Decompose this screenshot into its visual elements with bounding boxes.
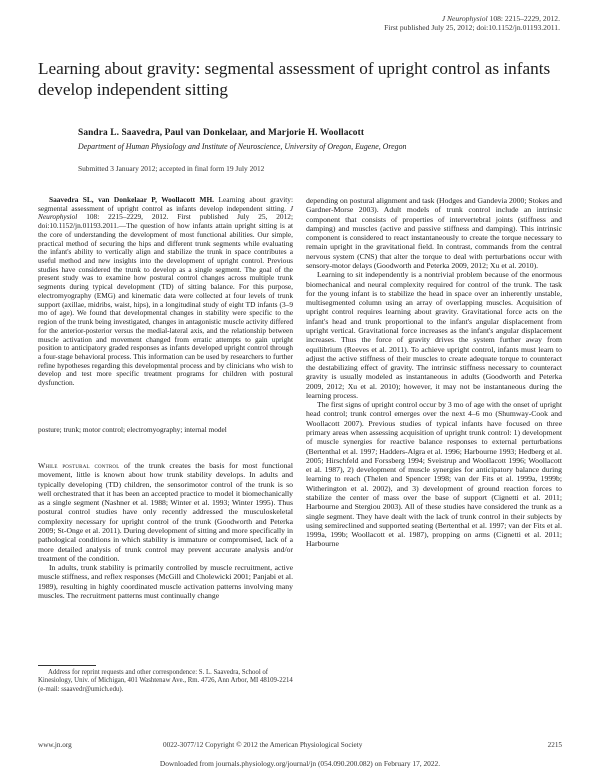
correspondence-note: Address for reprint requests and other correspondence: S. L. Saavedra, School of Kinesiology, Univ. of Michigan, 401 Washtenaw Ave., Rm. 4726, Ann Arbor, MI 48109-2214 (e-mail: ssaavedr@umich.edu). [38,669,293,693]
abstract-body: 108: 2215–2229, 2012. First published July 25, 2012; doi:10.1152/jn.01193.2011.—The question of how infants attain upright sitting is at the core of understanding the development of most functional abilities. Our simple, practical method of securing the hips and different trunk segments while evaluating the infant's ability to vertically align and stabilize the trunk in space contributes a useful method and new insights into the development of upright control. Previous studies have considered the trunk to develop as a single segment. The goal of the present study was to examine how postural control changes across multiple trunk segments during typical development (TD) of sitting balance. For this purpose, electromyography (EMG) and kinematic data were collected at four levels of trunk support (axillae, midribs, waist, hips), in a longitudinal study of eight TD infants (3–9 mo of age). We found that developmental changes in stability were specific to the region of the trunk being investigated, changes in antagonistic muscle activity differed for the anterior-posterior versus the medial-lateral axis, and the relationship between muscle activation and movement changed from erratic attempts to gain upright position to anticipatory graded responses as infants developed upright control through a four-stage behavioral process. This information can be used by researchers to further refine hypotheses regarding this developmental process and by clinicians who wish to develop and test more specific treatment programs for children with postural dysfunction. [38,212,293,388]
citation: 108: 2215–2229, 2012. [489,14,560,23]
abstract-lead: Saavedra SL, van Donkelaar P, Woollacott MH. [49,195,215,204]
keywords: posture; trunk; motor control; electromyography; internal model [38,425,227,434]
journal-name: J Neurophysiol [441,14,488,23]
right-paragraph-3: The first signs of upright control occur by 3 mo of age with the onset of upright head control; trunk control emerges over the next 4–6 mo (Shumway-Cook and Woollacott 2007). Previous studies of typical infants have focused on three primary areas when assessing acquisition of upright trunk control: 1) development of muscle synergies for reactive balance responses to external perturbations (Bertenthal et al. 1997; Hadders-Algra et al. 1996; Harbourne 1993; Hedberg et al. 2005; Hirschfeld and Forssberg 1994; Sveistrup and Woollacott 1996; Woollacott et al. 1987), 2) development of muscle synergies for anticipatory balance during learning to reach (Thelen and Spencer 1998; van der Fits et al. 1999a, 1999b; Witherington et al. 2002), and 3) development of ground reaction forces to stabilize the center of mass over the base of support (Cignetti et al. 2011; Harbourne and Stergiou 2003). All of these studies have considered the trunk as a single segment. They have dealt with the lack of trunk control in their subjects by using semireclined and supported seating (Bertenthal et al. 1997; van der Fits et al. 1999a, 199b; Woollacott et al. 1987), propping on arms (Cignetti et al. 2011; Harbourne [306,400,562,549]
intro-paragraph-1: of the trunk creates the basis for most functional movement, little is known about how trunk stability develops. In adults and typically developing (TD) children, the sensorimotor control of the trunk is so well orchestrated that it has been an accepted practice to model it biomechanically as a single segment (Nashner et al. 1988; Winter et al. 1993; Winter 1995). Thus postural control studies have only recently addressed the musculoskeletal complexity necessary for upright control of the trunk (Goodworth and Peterka 2009; St-Onge et al. 2011). During development of sitting and more specifically in pathological conditions in which stability is immature or compromised, lack of a more detailed analysis of trunk control may prevent accurate analysis and/or treatment of the condition. [38,461,293,563]
submission-dates: Submitted 3 January 2012; accepted in final form 19 July 2012 [78,164,265,173]
introduction-right [306,196,562,549]
page-number: 2215 [547,741,562,749]
right-paragraph-1: depending on postural alignment and task (Hodges and Gandevia 2000; Stokes and Gardner-Morse 2003). Adult models of trunk control include an intrinsic component that consists of properties of intervertebral joints (stiffness and damping) and muscles (active and passive stiffness and damping). This intrinsic component is considered to react instantaneously to create the torque necessary to remain upright in the gravitational field. In contrast, commands from the central nervous system (CNS) that alter the torque to deal with perturbations occur with sensory-motor delays (Goodworth and Peterka 2009, 2012; Xu et al. 2010). [306,196,562,270]
abstract-journal: J Neurophysiol [38,203,293,222]
authors: Sandra L. Saavedra, Paul van Donkelaar, and Marjorie H. Woollacott [78,128,365,138]
introduction-left [38,461,293,600]
download-notice: Downloaded from journals.physiology.org/journal/jn (054.090.200.082) on February 17, 2022. [159,759,441,768]
intro-paragraph-2: In adults, trunk stability is primarily controlled by muscle recruitment, active muscle stiffness, and reflex responses (McGill and Cholewicki 2001; Panjabi et al. 1989), resulting in highly coordinated muscle activation patterns involving many muscles. The recruitment patterns must continually change [38,563,293,600]
article-title: Learning about gravity: segmental assessment of upright control as infants develop independent sitting [38,59,551,99]
affiliation: Department of Human Physiology and Institute of Neuroscience, University of Oregon, Eugene, Oregon [78,142,407,151]
footnote [38,669,293,694]
journal-url[interactable]: www.jn.org [38,741,72,749]
intro-lead: While postural control [38,461,120,470]
right-paragraph-2: Learning to sit independently is a nontrivial problem because of the enormous biomechanical and neural complexity required for control of the trunk. The task for the young infant is to stabilize the head in space over an inherently unstable, multisegmented column using an array of overlapping muscles. Acquisition of upright control requires learning about gravity. Gravitational force acts on the infant's head and trunk proportional to the infant's angular displacement from upright vertical. Gravitational force increases as the infant's angular displacement increases. Thus the force of gravity drives the system further away from equilibrium (Reeves et al. 2011). To achieve upright control, infants must learn to adjust the active stiffness of their muscles to create adequate torque to counteract the destabilizing effect of gravity. The intrinsic stiffness necessary to counteract gravity is usually modeled as instantaneous in adults (Goodworth and Peterka 2009, 2012; Xu et al. 2010); however, it may not be instantaneous during the learning process. [306,270,562,400]
running-header [384,14,560,32]
footnote-rule [38,665,96,666]
abstract-title-ref: Learning about gravity: segmental assessment of upright control as infants develop independent sitting. [38,195,293,213]
first-published: First published July 25, 2012; doi:10.1152/jn.01193.2011. [384,23,560,32]
copyright: 0022-3077/12 Copyright © 2012 the American Physiological Society [163,741,363,749]
abstract [38,196,293,388]
